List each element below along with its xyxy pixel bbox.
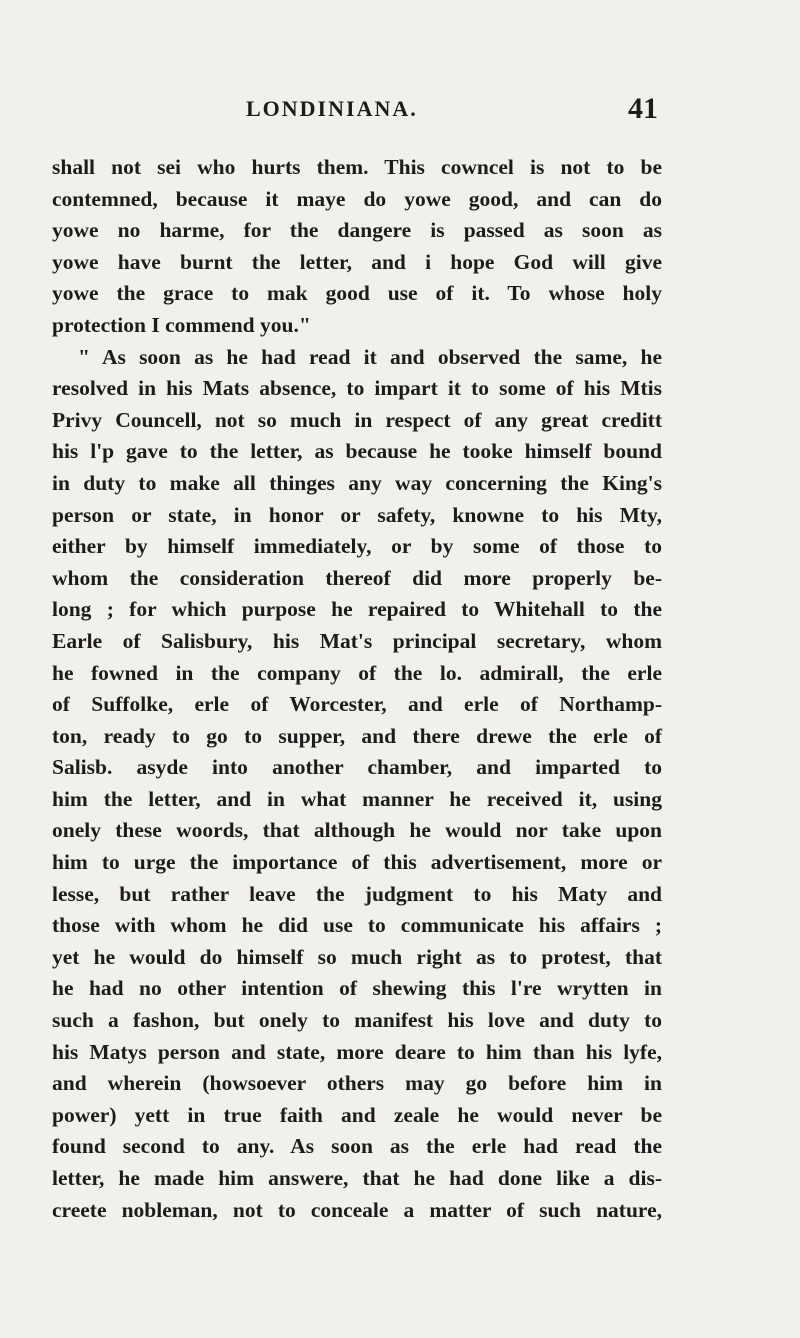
body-text [52, 152, 662, 1226]
text-line: those with whom he did use to communicate his affairs ; [52, 913, 662, 938]
text-line: and wherein (howsoever others may go before him in [52, 1071, 662, 1096]
text-line: yet he would do himself so much right as to protest, that [52, 944, 662, 969]
text-line: Earle of Salisbury, his Mat's principal secretary, whom [52, 628, 662, 653]
text-line: him the letter, and in what manner he received it, using [52, 786, 662, 811]
text-line: either by himself immediately, or by some of those to [52, 534, 662, 559]
text-line: creete nobleman, not to conceale a matter of such nature, [52, 1197, 662, 1222]
text-line: shall not sei who hurts them. This cowncel is not to be [52, 155, 662, 179]
text-line: power) yett in true faith and zeale he would never be [52, 1102, 662, 1127]
text-line: in duty to make all thinges any way concerning the King's [52, 470, 662, 495]
text-line: of Suffolke, erle of Worcester, and erle of Northamp- [52, 692, 662, 717]
running-title: LONDINIANA. [246, 96, 418, 121]
text-line: yowe no harme, for the dangere is passed as soon as [52, 218, 662, 243]
text-line: ton, ready to go to supper, and there drewe the erle of [52, 723, 662, 748]
text-line: long ; for which purpose he repaired to Whitehall to the [52, 597, 662, 622]
page-number: 41 [628, 92, 658, 125]
text-line: lesse, but rather leave the judgment to his Maty and [52, 881, 662, 906]
text-line: person or state, in honor or safety, knowne to his Mty, [52, 502, 662, 527]
text-line: resolved in his Mats absence, to impart it to some of his Mtis [52, 376, 662, 401]
text-line: letter, he made him answere, that he had done like a dis- [52, 1166, 662, 1190]
text-line: yowe the grace to mak good use of it. To whose holy [52, 281, 662, 306]
text-line: Privy Councell, not so much in respect of any great creditt [52, 407, 662, 432]
text-line: whom the consideration thereof did more properly be- [52, 565, 662, 590]
text-line: he had no other intention of shewing this l're wrytten in [52, 976, 662, 1001]
text-line: contemned, because it maye do yowe good, and can do [52, 186, 662, 211]
text-line: found second to any. As soon as the erle had read the [52, 1134, 662, 1159]
text-line: onely these woords, that although he would nor take upon [52, 818, 662, 843]
text-line: protection I commend you." [52, 312, 311, 337]
text-line: " As soon as he had read it and observed the same, he [78, 344, 662, 369]
text-line: Salisb. asyde into another chamber, and imparted to [52, 755, 662, 780]
text-line: yowe have burnt the letter, and i hope God will give [52, 249, 662, 274]
text-line: he fowned in the company of the lo. admirall, the erle [52, 660, 662, 685]
text-line: him to urge the importance of this advertisement, more or [52, 850, 662, 875]
text-line: his l'p gave to the letter, as because he tooke himself bound [52, 439, 662, 464]
text-line: such a fashon, but onely to manifest his love and duty to [52, 1008, 662, 1033]
text-line: his Matys person and state, more deare to him than his lyfe, [52, 1039, 662, 1064]
